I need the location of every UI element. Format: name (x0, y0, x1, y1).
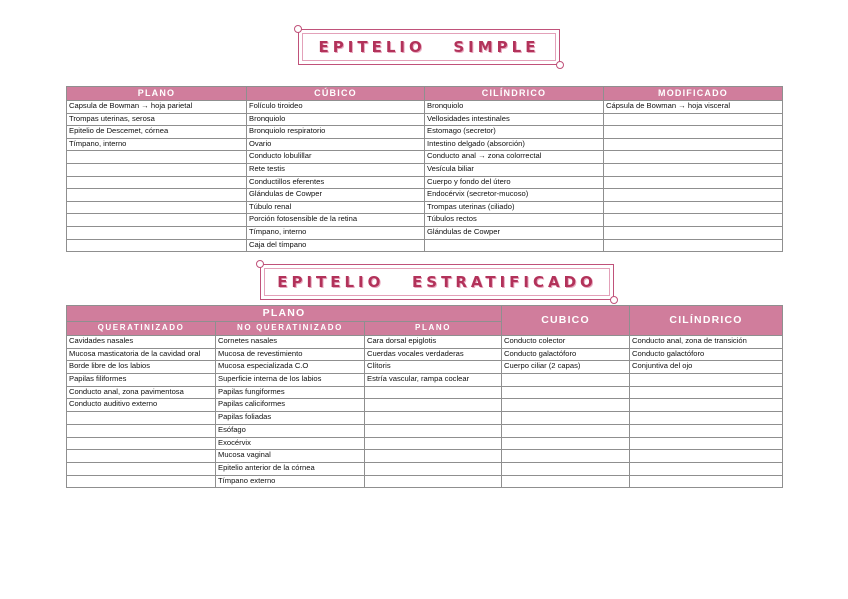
table-cell: Rete testis (247, 163, 425, 176)
table-row (67, 138, 783, 151)
table-cell (604, 151, 783, 164)
table-cell: Conducto anal, zona de transición (630, 336, 783, 349)
table-cell: Tímpano externo (216, 475, 365, 488)
table-cell (502, 437, 630, 450)
table-cell: Conducto lobulillar (247, 151, 425, 164)
table-cell (67, 424, 216, 437)
table-cell (630, 437, 783, 450)
table-cell: Túbulo renal (247, 201, 425, 214)
table-cell (630, 475, 783, 488)
table-cell (67, 163, 247, 176)
table-cell: Folículo tiroideo (247, 101, 425, 114)
table-cell (604, 176, 783, 189)
table-cell (502, 424, 630, 437)
table-cell (502, 462, 630, 475)
table-cell: Exocérvix (216, 437, 365, 450)
header-cilindrico: CILÍNDRICO (630, 306, 783, 336)
table-cell: Clítoris (365, 361, 502, 374)
title-banner-simple (298, 29, 560, 65)
table-cell (502, 450, 630, 463)
table-cell: Bronquiolo (425, 101, 604, 114)
table-row (67, 163, 783, 176)
table-cell (630, 424, 783, 437)
table-row (67, 437, 783, 450)
table-cell (67, 462, 216, 475)
table-cell: Conducto anal → zona colorrectal (425, 151, 604, 164)
table-cell (67, 412, 216, 425)
table-row (67, 399, 783, 412)
table-cell (67, 189, 247, 202)
table-cell: Glándulas de Cowper (247, 189, 425, 202)
table-row (67, 151, 783, 164)
table-cell: Intestino delgado (absorción) (425, 138, 604, 151)
table-cell: Papilas fungiformes (216, 386, 365, 399)
table-row (67, 201, 783, 214)
table-row (67, 214, 783, 227)
table-cell (67, 151, 247, 164)
table-cell: Epitelio de Descemet, córnea (67, 126, 247, 139)
table-cell: Caja del tímpano (247, 239, 425, 252)
table-cell: Mucosa especializada C.O (216, 361, 365, 374)
table-cell (604, 226, 783, 239)
table-cell: Tímpano, interno (247, 226, 425, 239)
table-cell: Vesícula biliar (425, 163, 604, 176)
table-row (67, 475, 783, 488)
table-row (67, 336, 783, 349)
table-cell: Conjuntiva del ojo (630, 361, 783, 374)
header-plano-sub: PLANO (365, 322, 502, 336)
table-cell: Cara dorsal epiglotis (365, 336, 502, 349)
table-epitelio-estratificado (66, 305, 783, 488)
table-row (67, 113, 783, 126)
table-row (67, 101, 783, 114)
table-cell: Vellosidades intestinales (425, 113, 604, 126)
table-cell (502, 475, 630, 488)
table-cell (365, 386, 502, 399)
table-cell (425, 239, 604, 252)
table-cell: Conducto anal, zona pavimentosa (67, 386, 216, 399)
table-cell: Papilas filiformes (67, 374, 216, 387)
table-cell (502, 399, 630, 412)
table-cell (604, 214, 783, 227)
table-cell: Estomago (secretor) (425, 126, 604, 139)
table-cell (365, 424, 502, 437)
header-plano-group: PLANO (67, 306, 502, 322)
table-row (67, 386, 783, 399)
table-cell: Mucosa masticatoria de la cavidad oral (67, 348, 216, 361)
table-cell: Tímpano, interno (67, 138, 247, 151)
table-cell: Cavidades nasales (67, 336, 216, 349)
table-cell (604, 163, 783, 176)
table-cell (67, 226, 247, 239)
table-row (67, 462, 783, 475)
table-cell (604, 201, 783, 214)
table-cell (630, 374, 783, 387)
table-cell: Bronquiolo (247, 113, 425, 126)
table-cell: Cuerdas vocales verdaderas (365, 348, 502, 361)
header-cubico: CÚBICO (247, 87, 425, 101)
table-cell (630, 450, 783, 463)
table-cell (67, 475, 216, 488)
table-cell (365, 450, 502, 463)
table-cell: Conducto galactóforo (630, 348, 783, 361)
table-row (67, 176, 783, 189)
table-epitelio-simple (66, 86, 783, 252)
table-row (67, 361, 783, 374)
table-cell: Mucosa vaginal (216, 450, 365, 463)
table-cell: Superficie interna de los labios (216, 374, 365, 387)
section-title-simple: EPITELIO SIMPLE (318, 38, 540, 56)
table-cell: Estría vascular, rampa coclear (365, 374, 502, 387)
table-row (67, 239, 783, 252)
table-cell (604, 239, 783, 252)
table-cell (630, 386, 783, 399)
table-row (67, 412, 783, 425)
table-cell: Papilas caliciformes (216, 399, 365, 412)
table-cell: Glándulas de Cowper (425, 226, 604, 239)
table-row (67, 126, 783, 139)
table-cell (365, 399, 502, 412)
table-row (67, 450, 783, 463)
table-cell (67, 450, 216, 463)
table-cell (604, 126, 783, 139)
table-cell: Capsula de Bowman → hoja parietal (67, 101, 247, 114)
table-cell (67, 239, 247, 252)
table-cell: Epitelio anterior de la córnea (216, 462, 365, 475)
table-cell: Mucosa de revestimiento (216, 348, 365, 361)
table-cell: Cuerpo y fondo del útero (425, 176, 604, 189)
header-modificado: MODIFICADO (604, 87, 783, 101)
table-cell: Conducto galactóforo (502, 348, 630, 361)
table-cell: Cápsula de Bowman → hoja visceral (604, 101, 783, 114)
table-cell (365, 437, 502, 450)
table-cell: Ovario (247, 138, 425, 151)
table-cell: Papilas foliadas (216, 412, 365, 425)
table-cell: Trompas uterinas (ciliado) (425, 201, 604, 214)
header-plano: PLANO (67, 87, 247, 101)
table-cell (67, 201, 247, 214)
table-cell (502, 412, 630, 425)
table-cell: Endocérvix (secretor-mucoso) (425, 189, 604, 202)
table-cell (365, 475, 502, 488)
table-cell (67, 176, 247, 189)
table-cell: Cornetes nasales (216, 336, 365, 349)
table-cell: Esófago (216, 424, 365, 437)
header-cilindrico: CILÍNDRICO (425, 87, 604, 101)
header-cubico: CUBICO (502, 306, 630, 336)
table-cell: Conducto colector (502, 336, 630, 349)
table-cell (365, 412, 502, 425)
table-cell (604, 113, 783, 126)
table-row (67, 226, 783, 239)
header-no-queratinizado: NO QUERATINIZADO (216, 322, 365, 336)
table-cell (630, 412, 783, 425)
table-cell (630, 399, 783, 412)
table-cell: Conducto auditivo externo (67, 399, 216, 412)
table-cell (604, 189, 783, 202)
table-cell (502, 374, 630, 387)
table-cell: Borde libre de los labios (67, 361, 216, 374)
table-row (67, 424, 783, 437)
table-row (67, 189, 783, 202)
table-cell: Conductillos eferentes (247, 176, 425, 189)
table-cell: Bronquiolo respiratorio (247, 126, 425, 139)
section-title-estratificado: EPITELIO ESTRATIFICADO (277, 273, 597, 291)
table-cell (604, 138, 783, 151)
table-row (67, 374, 783, 387)
table-cell: Porción fotosensible de la retina (247, 214, 425, 227)
header-queratinizado: QUERATINIZADO (67, 322, 216, 336)
table-cell (67, 214, 247, 227)
table-cell (630, 462, 783, 475)
title-banner-estratificado (260, 264, 614, 300)
table-cell: Túbulos rectos (425, 214, 604, 227)
table-cell: Trompas uterinas, serosa (67, 113, 247, 126)
table-cell: Cuerpo ciliar (2 capas) (502, 361, 630, 374)
table-row (67, 348, 783, 361)
table-cell (67, 437, 216, 450)
table-cell (365, 462, 502, 475)
table-cell (502, 386, 630, 399)
